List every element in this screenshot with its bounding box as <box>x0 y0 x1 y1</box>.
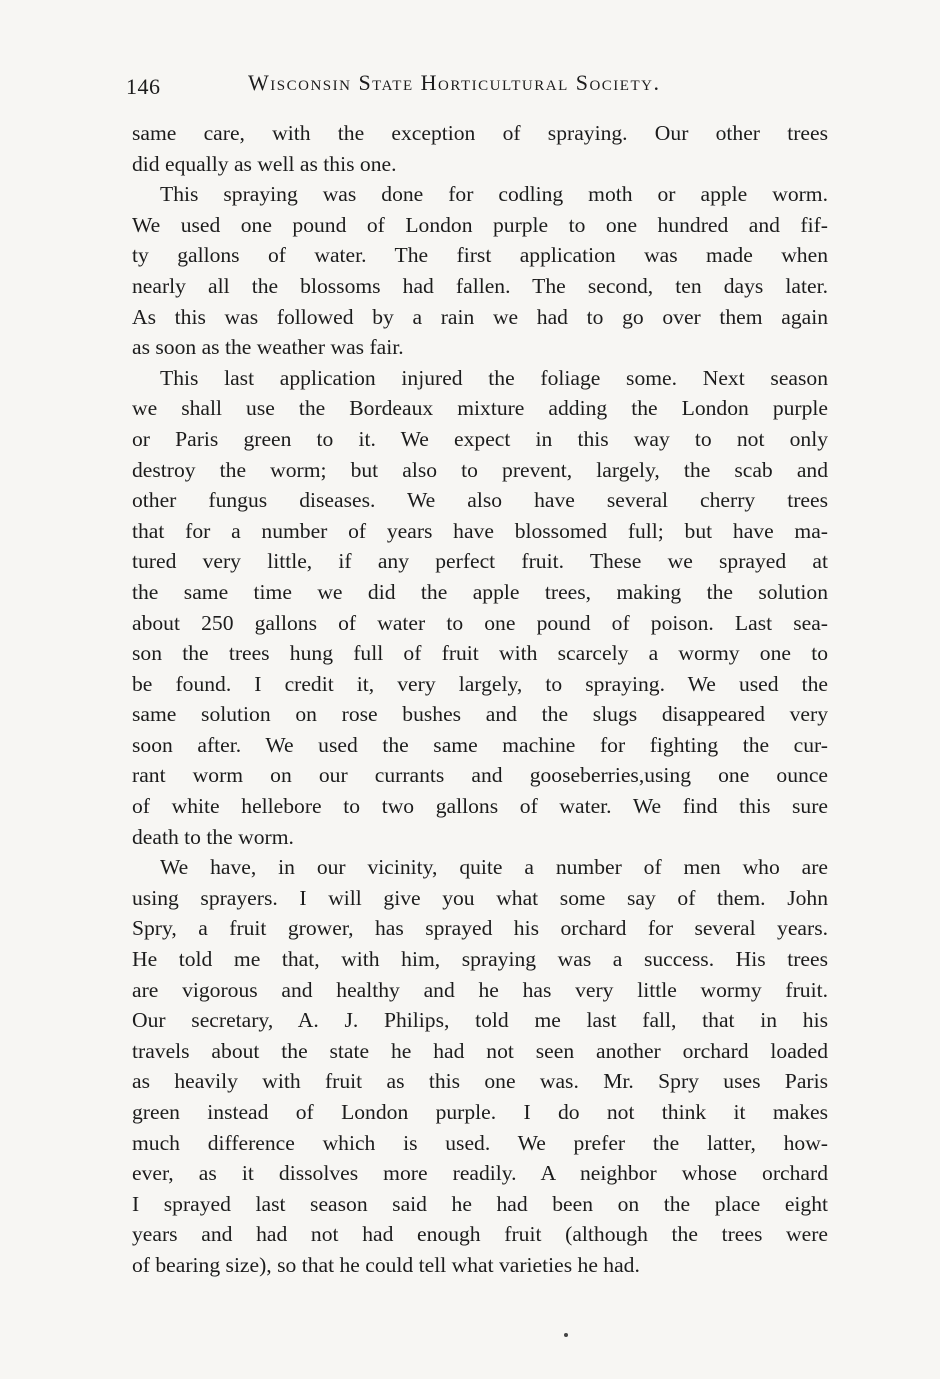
text-line: the same time we did the apple trees, making the solution <box>132 579 828 604</box>
text-line: much difference which is used. We prefer the latter, how- <box>132 1130 828 1155</box>
text-line: about 250 gallons of water to one pound of poison. Last sea- <box>132 610 828 635</box>
text-line: same solution on rose bushes and the slugs disappeared very <box>132 702 828 727</box>
text-line: He told me that, with him, spraying was a success. His trees <box>132 947 828 972</box>
text-line: be found. I credit it, very largely, to spraying. We used the <box>132 671 828 696</box>
text-line: Our secretary, A. J. Philips, told me last fall, that in his <box>132 1008 828 1033</box>
text-line: travels about the state he had not seen another orchard loaded <box>132 1038 828 1063</box>
paragraph <box>132 852 828 1280</box>
text-line: death to the worm. <box>132 824 294 849</box>
text-line: son the trees hung full of fruit with scarcely a wormy one to <box>132 641 828 666</box>
text-line: I sprayed last season said he had been on the place eight <box>132 1191 828 1216</box>
body-text <box>132 118 828 1281</box>
text-line: of white hellebore to two gallons of water. We find this sure <box>132 794 828 819</box>
paragraph <box>132 118 828 179</box>
text-line: using sprayers. I will give you what some say of them. John <box>132 885 828 910</box>
text-line: green instead of London purple. I do not think it makes <box>132 1100 828 1124</box>
paragraph <box>132 363 828 853</box>
text-line: years and had not had enough fruit (although the trees were <box>132 1222 828 1247</box>
running-head <box>126 70 816 104</box>
text-line: This spraying was done for codling moth or apple worm. <box>160 182 828 207</box>
text-line: ty gallons of water. The first application was made when <box>132 243 828 268</box>
text-line: are vigorous and healthy and he has very little wormy fruit. <box>132 977 828 1002</box>
running-head-title: Wisconsin State Horticultural Society. <box>248 70 661 95</box>
text-line: or Paris green to it. We expect in this way to not only <box>132 426 828 451</box>
text-line: that for a number of years have blossomed full; but have ma- <box>132 518 828 543</box>
text-line: rant worm on our currants and gooseberries,using one ounce <box>132 763 828 788</box>
text-line: We have, in our vicinity, quite a number of men who are <box>160 855 828 880</box>
text-line: destroy the worm; but also to prevent, largely, the scab and <box>132 457 828 482</box>
paragraph <box>132 179 828 363</box>
text-line: This last application injured the foliage some. Next season <box>160 365 828 390</box>
text-line: as heavily with fruit as this one was. Mr. Spry uses Paris <box>132 1069 828 1094</box>
text-line: we shall use the Bordeaux mixture adding the London purple <box>132 396 828 421</box>
text-line: other fungus diseases. We also have several cherry trees <box>132 488 828 513</box>
text-line: As this was followed by a rain we had to go over them again <box>132 304 828 329</box>
text-line: same care, with the exception of spraying. Our other trees <box>132 121 828 145</box>
text-line: We used one pound of London purple to one hundred and fif- <box>132 212 828 237</box>
text-line: did equally as well as this one. <box>132 151 397 176</box>
text-line: ever, as it dissolves more readily. A neighbor whose orchard <box>132 1161 828 1186</box>
text-line: tured very little, if any perfect fruit. These we sprayed at <box>132 549 828 574</box>
text-line: nearly all the blossoms had fallen. The second, ten days later. <box>132 273 828 298</box>
text-line: soon after. We used the same machine for fighting the cur- <box>132 732 828 757</box>
text-line: Spry, a fruit grower, has sprayed his orchard for several years. <box>132 916 828 941</box>
page-number: 146 <box>126 74 161 99</box>
text-line: of bearing size), so that he could tell what varieties he had. <box>132 1252 640 1277</box>
page-speck <box>564 1333 568 1337</box>
text-line: as soon as the weather was fair. <box>132 335 404 360</box>
